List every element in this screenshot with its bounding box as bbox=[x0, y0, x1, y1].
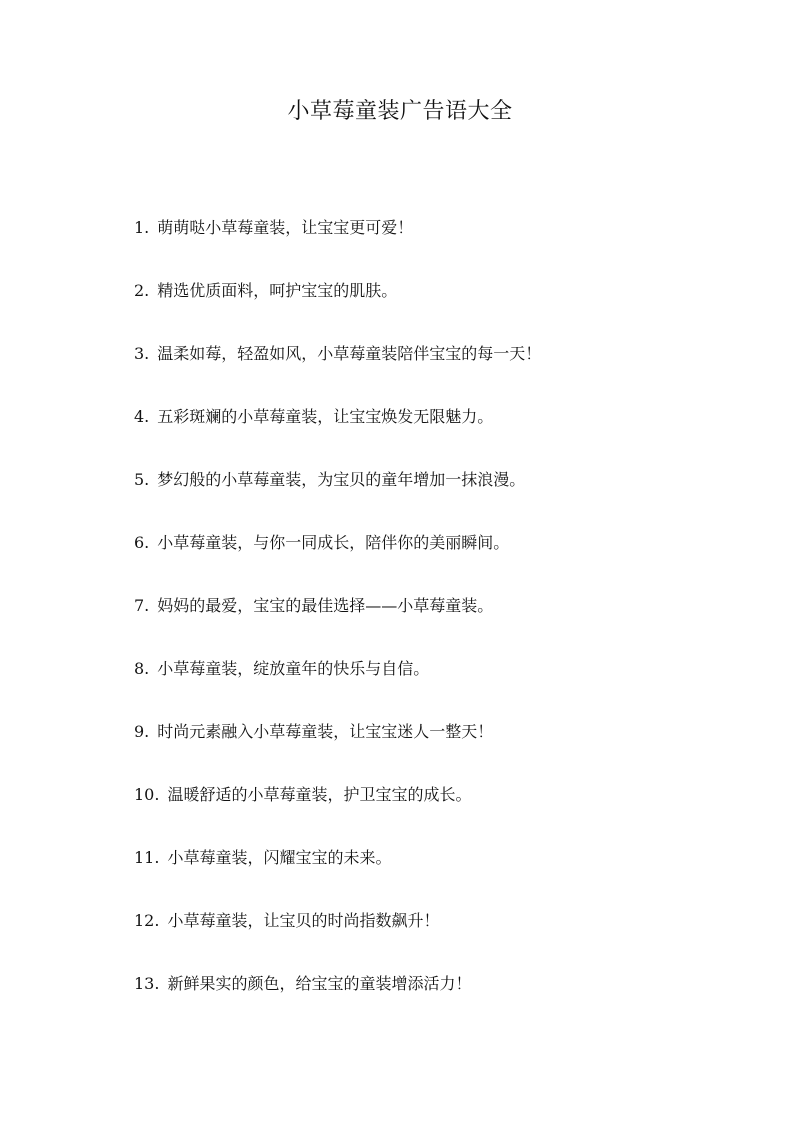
item-number: 9. bbox=[134, 722, 150, 741]
item-number: 8. bbox=[134, 659, 150, 678]
item-text: 梦幻般的小草莓童装，为宝贝的童年增加一抹浪漫。 bbox=[157, 470, 526, 489]
item-number: 13. bbox=[134, 974, 160, 993]
item-text: 小草莓童装，与你一同成长，陪伴你的美丽瞬间。 bbox=[157, 533, 510, 552]
item-number: 5. bbox=[134, 470, 150, 489]
slogan-list bbox=[134, 214, 541, 1033]
item-text: 温柔如莓，轻盈如风，小草莓童装陪伴宝宝的每一天！ bbox=[157, 344, 542, 363]
item-text: 小草莓童装，让宝贝的时尚指数飙升！ bbox=[167, 911, 440, 930]
item-number: 4. bbox=[134, 407, 150, 426]
list-item bbox=[134, 277, 541, 340]
item-text: 小草莓童装，闪耀宝宝的未来。 bbox=[167, 848, 392, 867]
item-text: 时尚元素融入小草莓童装，让宝宝迷人一整天！ bbox=[157, 722, 494, 741]
list-item bbox=[134, 592, 541, 655]
item-number: 11. bbox=[134, 848, 160, 867]
item-text: 萌萌哒小草莓童装，让宝宝更可爱！ bbox=[157, 218, 414, 237]
item-number: 12. bbox=[134, 911, 160, 930]
item-number: 3. bbox=[134, 344, 150, 363]
list-item bbox=[134, 655, 541, 718]
list-item bbox=[134, 718, 541, 781]
item-text: 新鲜果实的颜色，给宝宝的童装增添活力！ bbox=[167, 974, 472, 993]
item-number: 1. bbox=[134, 218, 150, 237]
item-number: 6. bbox=[134, 533, 150, 552]
item-text: 五彩斑斓的小草莓童装，让宝宝焕发无限魅力。 bbox=[157, 407, 494, 426]
item-text: 精选优质面料，呵护宝宝的肌肤。 bbox=[157, 281, 398, 300]
list-item bbox=[134, 970, 541, 1033]
list-item bbox=[134, 340, 541, 403]
item-number: 7. bbox=[134, 596, 150, 615]
item-number: 2. bbox=[134, 281, 150, 300]
item-number: 10. bbox=[134, 785, 160, 804]
item-text: 小草莓童装，绽放童年的快乐与自信。 bbox=[157, 659, 430, 678]
item-text: 妈妈的最爱，宝宝的最佳选择——小草莓童装。 bbox=[157, 596, 494, 615]
list-item bbox=[134, 907, 541, 970]
item-text: 温暖舒适的小草莓童装，护卫宝宝的成长。 bbox=[167, 785, 472, 804]
list-item bbox=[134, 781, 541, 844]
list-item bbox=[134, 844, 541, 907]
list-item bbox=[134, 529, 541, 592]
list-item bbox=[134, 466, 541, 529]
list-item bbox=[134, 403, 541, 466]
document-title: 小草莓童装广告语大全 bbox=[287, 99, 513, 124]
list-item bbox=[134, 214, 541, 277]
